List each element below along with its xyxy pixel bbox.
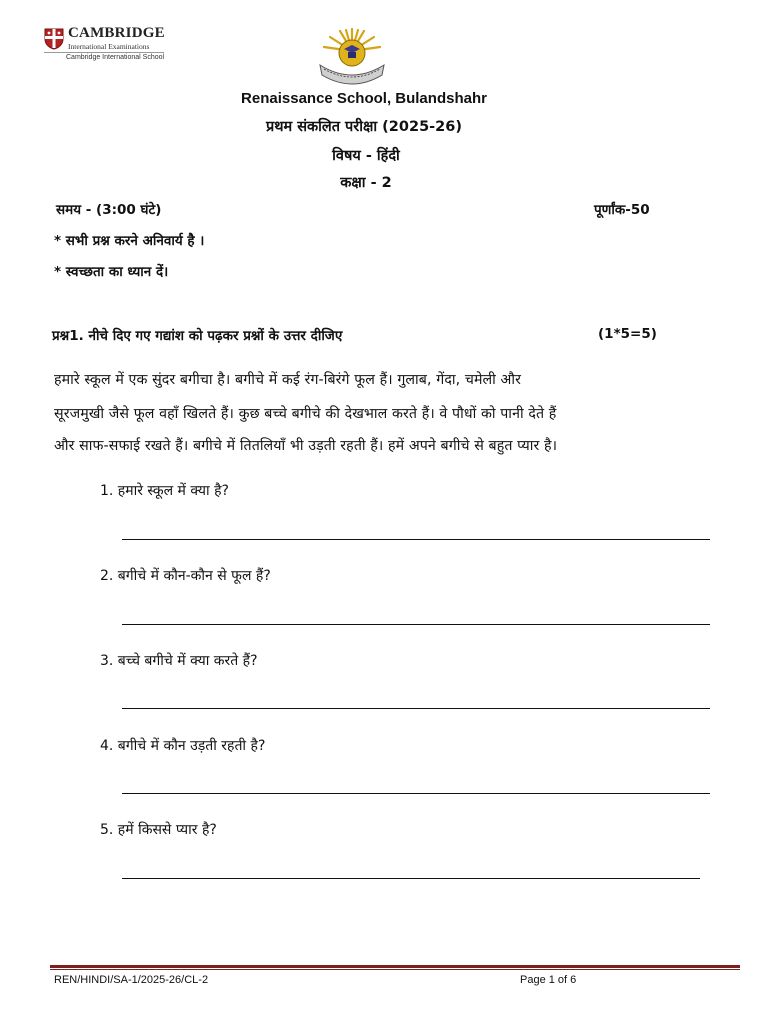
sub-question: 3. बच्चे बगीचे में क्या करते हैं? bbox=[100, 653, 258, 669]
question-marks: (1*5=5) bbox=[598, 326, 657, 342]
answer-line bbox=[122, 793, 710, 794]
document-code: REN/HINDI/SA-1/2025-26/CL-2 bbox=[54, 974, 209, 986]
instruction-item: * सभी प्रश्न करने अनिवार्य है । bbox=[54, 233, 205, 249]
school-emblem-icon bbox=[316, 27, 388, 89]
passage-line: हमारे स्कूल में एक सुंदर बगीचा है। बगीचे में कई रंग-बिरंगे फूल हैं। गुलाब, गेंदा, चमेली और bbox=[54, 372, 522, 388]
cambridge-subtitle: International Examinations bbox=[68, 42, 150, 51]
school-name: Renaissance School, Bulandshahr bbox=[241, 90, 487, 107]
answer-line bbox=[122, 624, 710, 625]
cambridge-divider bbox=[44, 52, 164, 53]
total-marks: पूर्णांक-50 bbox=[594, 202, 650, 218]
sub-question: 2. बगीचे में कौन-कौन से फूल हैं? bbox=[100, 568, 271, 584]
passage-line: और साफ-सफाई रखते हैं। बगीचे में तितलियाँ भी उड़ती रहती हैं। हमें अपने बगीचे से बहुत प्यार है। bbox=[54, 438, 558, 454]
passage-line: सूरजमुखी जैसे फूल वहाँ खिलते हैं। कुछ बच्चे बगीचे की देखभाल करते हैं। वे पौधों को पानी देते हैं bbox=[54, 406, 557, 422]
time-allowed: समय - (3:00 घंटे) bbox=[56, 202, 162, 218]
class-line: कक्षा - 2 bbox=[340, 175, 392, 191]
sub-question: 4. बगीचे में कौन उड़ती रहती है? bbox=[100, 738, 266, 754]
cambridge-school-name: Cambridge International School bbox=[66, 54, 165, 61]
exam-name: प्रथम संकलित परीक्षा (2025-26) bbox=[265, 119, 462, 135]
cambridge-title: CAMBRIDGE bbox=[68, 25, 165, 41]
answer-line bbox=[122, 878, 700, 879]
answer-line bbox=[122, 539, 710, 540]
footer-rule-thin bbox=[50, 969, 740, 970]
cambridge-shield-icon bbox=[44, 28, 64, 50]
question-heading: प्रश्न1. नीचे दिए गए गद्यांश को पढ़कर प्रश्नों के उत्तर दीजिए bbox=[52, 328, 343, 344]
sub-question: 5. हमें किससे प्यार है? bbox=[100, 822, 217, 838]
answer-line bbox=[122, 708, 710, 709]
footer-rule bbox=[50, 965, 740, 968]
page-number: Page 1 of 6 bbox=[520, 974, 577, 986]
sub-question: 1. हमारे स्कूल में क्या है? bbox=[100, 483, 229, 499]
instruction-item: * स्वच्छता का ध्यान दें। bbox=[54, 264, 169, 280]
cambridge-logo bbox=[44, 24, 166, 64]
subject-line: विषय - हिंदी bbox=[332, 148, 400, 164]
